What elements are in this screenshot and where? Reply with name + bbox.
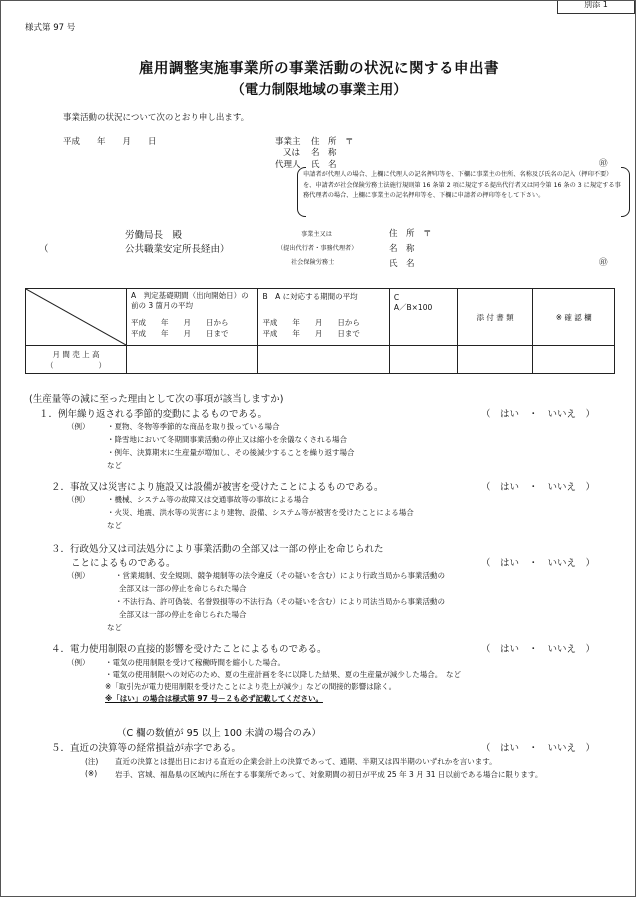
item-3-title: ３．行政処分又は司法処分により事業活動の全部又は一部の停止を命じられた xyxy=(51,544,384,555)
row-sales-label xyxy=(26,346,127,374)
item-5-note-2: 岩手、宮城、福島県の区域内に所在する事業所であって、対象期間の初日が平成 25 年 3 月 31 日以前である場合に限ります。 xyxy=(115,770,543,779)
submitter-corp-name-field[interactable]: 名 称 xyxy=(389,244,415,254)
page-subtitle: （電力制限地域の事業主用） xyxy=(231,82,407,98)
cell-c-value[interactable] xyxy=(389,346,457,374)
col-c-formula: A／B×100 xyxy=(393,303,433,312)
item-4-note-2: ※「はい」の場合は様式第 97 号－２も必ず記載してください。 xyxy=(105,694,323,703)
form-number: 様式第 97 号 xyxy=(25,23,76,33)
addressee-line-1: 労働局長 殿 xyxy=(125,230,183,241)
item-2-example-2: ・火災、地震、洪水等の災害により建物、設備、システム等が被害を受けたことによる場合 xyxy=(107,508,414,517)
col-b-header xyxy=(258,289,389,346)
addressee-open-paren: （ xyxy=(39,244,49,255)
col-a-to: 平成 年 月 日まで xyxy=(131,329,229,338)
col-a-title: A 判定基礎期間（出向開始日）の前の 3 箇月の平均 xyxy=(131,291,249,310)
page-title: 雇用調整実施事業所の事業活動の状況に関する申出書 xyxy=(139,61,499,77)
item-2-example-1: ・機械、システム等の故障又は交通事故等の事故による場合 xyxy=(107,495,309,504)
col-attach-header: 添 付 書 類 xyxy=(457,289,533,346)
submitter-person-name-field[interactable]: 氏 名 xyxy=(389,259,415,269)
item-3-example-3: ・不法行為、許可偽装、名誉毀損等の不法行為（その疑いを含む）により司法当局から事業活動の xyxy=(115,597,445,606)
item-1-example-3: ・例年、決算期末に生産量が増加し、その後減少することを繰り返す場合 xyxy=(107,448,355,457)
col-c-header xyxy=(389,289,457,346)
submitter-label-3: 社会保険労務士 xyxy=(291,259,335,266)
item-1-example-2: ・降雪地において冬期間事業活動の停止又は縮小を余儀なくされる場合 xyxy=(107,435,347,444)
diagonal-line-icon xyxy=(26,289,126,345)
item-5-note-label-2: (※) xyxy=(85,769,98,778)
row-sales-unit[interactable]: （ ） xyxy=(46,360,106,370)
item-5-note-label-1: (注) xyxy=(85,757,99,766)
employer-label-2: 又は xyxy=(283,148,301,158)
employer-seal-mark: ㊞ xyxy=(599,159,608,169)
date-line: 平成 年 月 日 xyxy=(63,137,157,147)
cell-attach-value[interactable] xyxy=(457,346,533,374)
question-header: (生産量等の減に至った理由として次の事項が該当しますか) xyxy=(29,394,284,405)
employer-person-name-field[interactable]: 氏 名 xyxy=(311,160,337,170)
employer-corp-name-field[interactable]: 名 称 xyxy=(311,148,337,158)
submitter-seal-mark: ㊞ xyxy=(599,258,608,268)
item-2-answer[interactable]: （ はい ・ いいえ ） xyxy=(481,482,596,493)
item-2-example-label: （例） xyxy=(67,495,90,504)
item-4-answer[interactable]: （ はい ・ いいえ ） xyxy=(481,644,596,655)
item-3-title-2: ことによるものである。 xyxy=(71,558,176,569)
item-2-etc: など xyxy=(107,521,122,530)
row-sales-title: 月 間 売 上 高 xyxy=(52,349,100,359)
sales-table xyxy=(25,288,615,374)
employer-label-3: 代理人 xyxy=(275,160,301,170)
item-3-answer[interactable]: （ はい ・ いいえ ） xyxy=(481,558,596,569)
employer-address-field[interactable]: 住 所 〒 xyxy=(311,137,354,147)
item-1-etc: など xyxy=(107,461,122,470)
item-4-note-1: ※「取引先が電力使用制限を受けたことにより売上が減少」などの間接的影響は除く。 xyxy=(105,682,397,691)
cell-confirm-value xyxy=(533,346,615,374)
item-1-example-label: （例） xyxy=(67,422,90,431)
item-4-example-label: （例） xyxy=(67,658,90,667)
item-4-example-2: ・電気の使用制限への対応のため、夏の生産計画を冬に以降した結果、夏の生産量が減少した場合。 など xyxy=(105,670,461,679)
employer-label-1: 事業主 xyxy=(275,137,301,147)
note-bracket-right xyxy=(621,167,630,217)
col-b-from: 平成 年 月 日から xyxy=(262,318,360,327)
item-1-example-1: ・夏物、冬物等季節的な商品を取り扱っている場合 xyxy=(107,422,280,431)
intro-text: 事業活動の状況について次のとおり申し出ます。 xyxy=(63,113,250,123)
item-3-example-4: 全部又は一部の停止を命じられた場合 xyxy=(119,610,247,619)
item-5-note-1: 直近の決算とは提出日における直近の企業会計上の決算であって、通期、半期又は四半期のいずれかを言います。 xyxy=(115,757,497,766)
item-1-answer[interactable]: （ はい ・ いいえ ） xyxy=(481,409,596,420)
item-1-title: １．例年繰り返される季節的変動によるものである。 xyxy=(39,409,268,420)
col-b-to: 平成 年 月 日まで xyxy=(262,329,360,338)
item-3-etc: など xyxy=(107,623,122,632)
item-5-title: ５．直近の決算等の経常損益が赤字である。 xyxy=(51,743,242,754)
item-3-example-1: ・営業規制、安全規則、競争規制等の法令違反（その疑いを含む）により行政当局から事業活動の xyxy=(115,571,445,580)
item-3-example-label: （例） xyxy=(67,571,90,580)
submitter-address-field[interactable]: 住 所 〒 xyxy=(389,229,432,239)
form-tab: 別添 1 xyxy=(557,0,635,14)
item-3-example-2: 全部又は一部の停止を命じられた場合 xyxy=(119,584,247,593)
cell-b-value[interactable] xyxy=(258,346,389,374)
item-2-title: ２．事故又は災害により施設又は設備が被害を受けたことによるものである。 xyxy=(51,482,384,493)
agent-note: 申請者が代理人の場合、上欄に代理人の記名押印等を、下欄に事業主の住所、名称及び氏名の記入（押印不要）を、申請者が社会保険労務士法施行規則第 16 条第 2 項に規定する提出代行者又は同令第 16 条の 3 に規定する事務代理者の場合、上欄に事業主の記名押印等を、下欄に申請者の押印等をして下さい。 xyxy=(303,171,621,199)
submitter-label-2: （提出代行者・事務代理者） xyxy=(277,245,358,252)
item-4-example-1: ・電気の使用制限を受けて稼働時間を縮小した場合。 xyxy=(105,658,285,667)
col-a-header xyxy=(127,289,258,346)
item-4-title: ４．電力使用制限の直接的影響を受けたことによるものである。 xyxy=(51,644,327,655)
col-c-title: C xyxy=(393,293,400,302)
item-5-answer[interactable]: （ はい ・ いいえ ） xyxy=(481,743,596,754)
submitter-label-1: 事業主又は xyxy=(301,231,332,238)
cell-a-value[interactable] xyxy=(127,346,258,374)
col-a-from: 平成 年 月 日から xyxy=(131,318,229,327)
table-corner-cell xyxy=(26,289,127,346)
col-b-title: B A に対応する期間の平均 xyxy=(262,292,358,301)
item-5-condition: （C 欄の数値が 95 以上 100 未満の場合のみ） xyxy=(117,728,321,739)
col-confirm-header: ※ 確 認 欄 xyxy=(533,289,615,346)
addressee-line-2: 公共職業安定所長経由） xyxy=(125,244,230,255)
